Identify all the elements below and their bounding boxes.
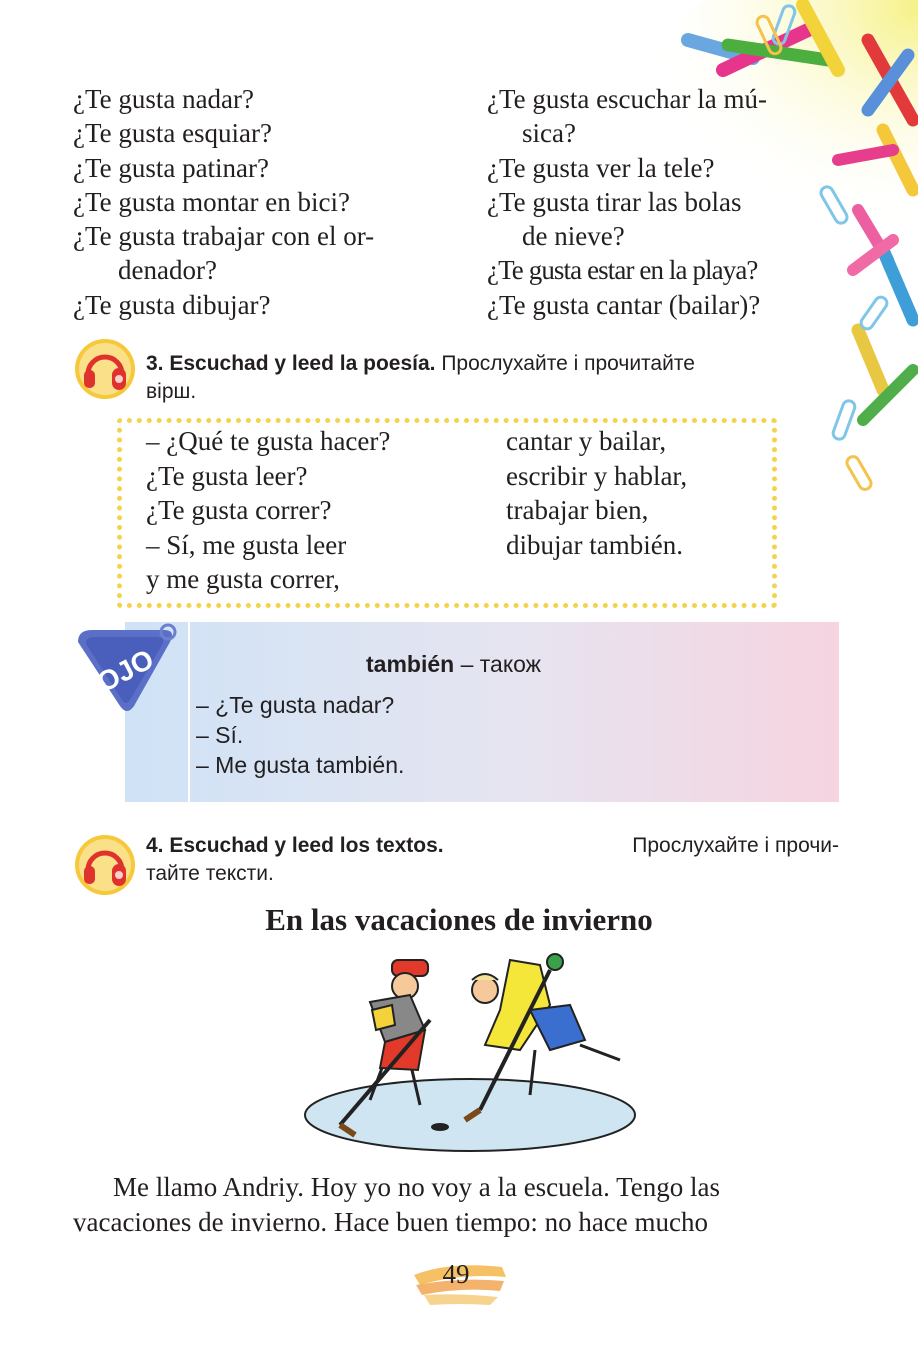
page-number-area [410,1255,510,1311]
task-number: 4. [146,834,164,857]
task-3-instruction [146,350,839,406]
page-number: 49 [442,1259,470,1289]
story-paragraph [73,1170,839,1239]
poem-line: dibujar también. [506,529,683,560]
question-line: ¿Te gusta cantar (bailar)? [487,289,761,320]
poem-line: – Sí, me gusta leer [146,529,347,560]
task-translation: вірш. [146,380,197,403]
question-line: ¿Te gusta nadar? [73,84,255,114]
question-line: denador? [118,255,217,286]
task-number: 3. [146,352,164,375]
story-line: Me llamo Andriy. Hoy yo no voy a la escuela. Tengo las [113,1172,720,1202]
question-line: ¿Te gusta patinar? [73,152,270,183]
poem-line: – ¿Qué te gusta hacer? [146,426,391,456]
story-line: vacaciones de invierno. Hace buen tiempo: no hace mucho [73,1206,709,1237]
question-line: ¿Te gusta montar en bici? [73,186,351,217]
story-title: En las vacaciones de invierno [265,902,653,937]
question-line: ¿Te gusta escuchar la mú- [487,84,767,114]
question-line: ¿Te gusta estar en la playa? [487,255,758,286]
task-translation: тайте тексти. [146,862,274,885]
task-title: Escuchad y leed los textos. [169,834,444,857]
vocab-entry [366,649,541,679]
task-title: Escuchad y leed la poesía. [169,352,436,375]
hockey-illustration [300,950,650,1155]
poem-line: trabajar bien, [506,495,649,525]
question-line: sica? [522,118,576,149]
question-line: ¿Te gusta ver la tele? [487,152,715,183]
example-line: – ¿Te gusta nadar? [196,692,395,718]
question-line: ¿Te gusta tirar las bolas [487,186,742,217]
poem-line: ¿Te gusta leer? [146,460,308,491]
headphones-icon [74,338,136,400]
question-line: ¿Te gusta dibujar? [73,289,271,320]
headphones-icon [74,834,136,896]
poem-line: y me gusta correr, [146,564,340,594]
example-line: – Me gusta también. [196,752,405,778]
questions-left-column [73,82,473,322]
ojo-badge-icon [72,620,192,720]
poem-line: ¿Te gusta correr? [146,495,332,525]
poem-line: escribir y hablar, [506,460,688,491]
ojo-badge-label: OJO [91,643,159,699]
poem-left-column [146,424,390,597]
questions-right-column [487,82,839,322]
question-line: ¿Te gusta esquiar? [73,118,273,149]
vocab-word: también [366,651,455,677]
task-translation: Прослухайте і прочитайте [441,352,695,375]
vocab-translation: – також [460,651,542,677]
example-line: – Sí. [196,722,244,748]
poem-line: cantar y bailar, [506,426,667,456]
poem-right-column [506,424,687,562]
question-line: de nieve? [522,221,625,252]
task-translation: Прослухайте і прочи- [632,834,839,857]
question-line: ¿Te gusta trabajar con el or- [73,221,375,252]
task-4-instruction [146,832,839,888]
